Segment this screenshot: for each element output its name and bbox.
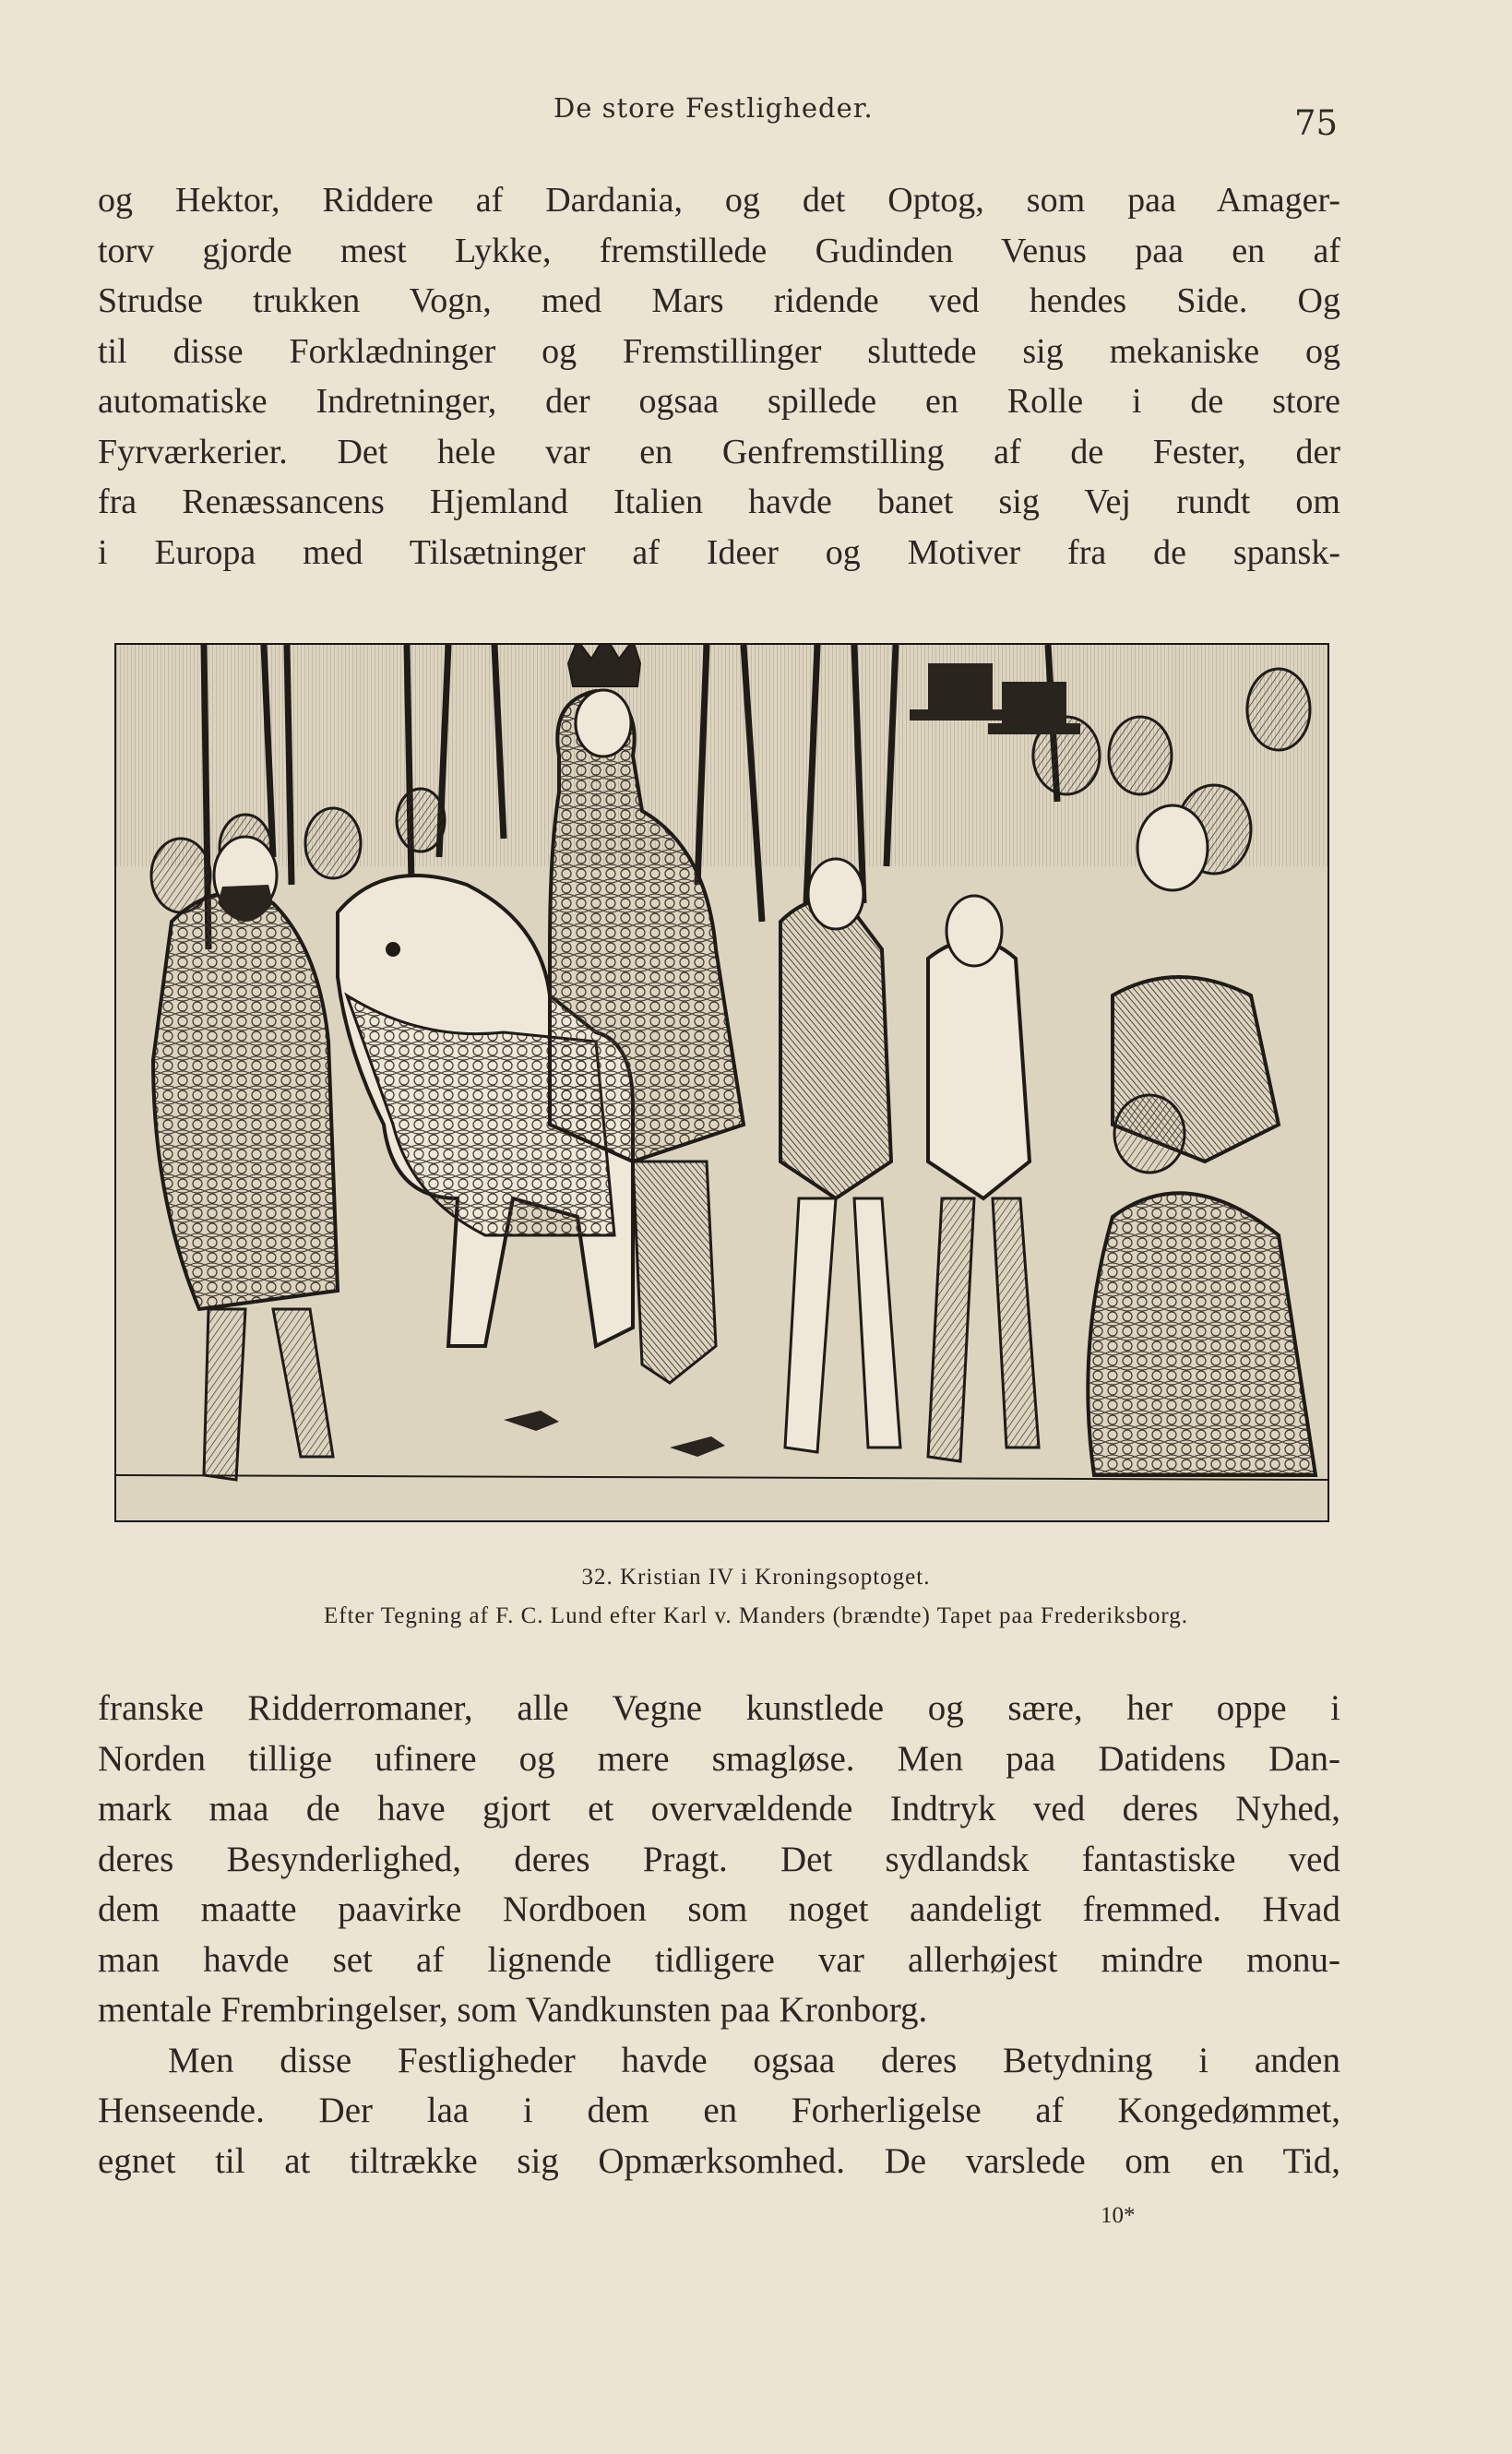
- paragraph-top: [98, 175, 1340, 578]
- text-line: Norden tillige ufinere og mere smagløse. Men paa Datidens Dan-: [98, 1738, 1340, 1779]
- figure-caption-title: 32. Kristian IV i Kroningsoptoget.: [581, 1565, 931, 1590]
- signature-mark: 10*: [1101, 2203, 1136, 2228]
- text-line: egnet til at tiltrække sig Opmærksomhed. De varslede om en Tid,: [98, 2140, 1340, 2181]
- text-line: i Europa med Tilsætninger af Ideer og Motiver fra de spansk-: [98, 532, 1340, 572]
- text-line-last: mentale Frembringelser, som Vandkunsten paa Kronborg.: [98, 1990, 928, 2030]
- text-line: Strudse trukken Vogn, med Mars ridende ved hendes Side. Og: [98, 281, 1340, 320]
- text-line: dem maatte paavirke Nordboen som noget aandeligt fremmed. Hvad: [98, 1889, 1340, 1929]
- running-title: De store Festligheder.: [554, 92, 874, 124]
- page-number: 75: [1294, 103, 1339, 143]
- text-line: franske Ridderromaner, alle Vegne kunstlede og sære, her oppe i: [98, 1688, 1340, 1728]
- engraving-illustration: [114, 643, 1329, 1522]
- text-line: man havde set af lignende tidligere var allerhøjest mindre monu-: [98, 1939, 1340, 1980]
- text-line: torv gjorde mest Lykke, fremstillede Gudinden Venus paa en af: [98, 231, 1340, 270]
- text-line: automatiske Indretninger, der ogsaa spillede en Rolle i de store: [98, 382, 1340, 421]
- text-line: til disse Forklædninger og Fremstillinger sluttede sig mekaniske og: [98, 331, 1340, 371]
- text-line: fra Renæssancens Hjemland Italien havde banet sig Vej rundt om: [98, 482, 1340, 521]
- text-line: Men disse Festligheder havde ogsaa deres Betydning i anden: [168, 2040, 1340, 2080]
- text-line: Fyrværkerier. Det hele var en Genfremstilling af de Fester, der: [98, 432, 1340, 471]
- paragraph-bottom: [98, 1684, 1340, 2186]
- figure-caption-credit: Efter Tegning af F. C. Lund efter Karl v. Manders (brændte) Tapet paa Frederiksborg.: [323, 1603, 1189, 1628]
- text-line: Henseende. Der laa i dem en Forherligelse af Kongedømmet,: [98, 2091, 1340, 2130]
- text-line: og Hektor, Riddere af Dardania, og det Optog, som paa Amager-: [98, 181, 1340, 220]
- text-line: mark maa de have gjort et overvældende Indtryk ved deres Nyhed,: [98, 1789, 1340, 1829]
- text-line: deres Besynderlighed, deres Pragt. Det sydlandsk fantastiske ved: [98, 1839, 1340, 1879]
